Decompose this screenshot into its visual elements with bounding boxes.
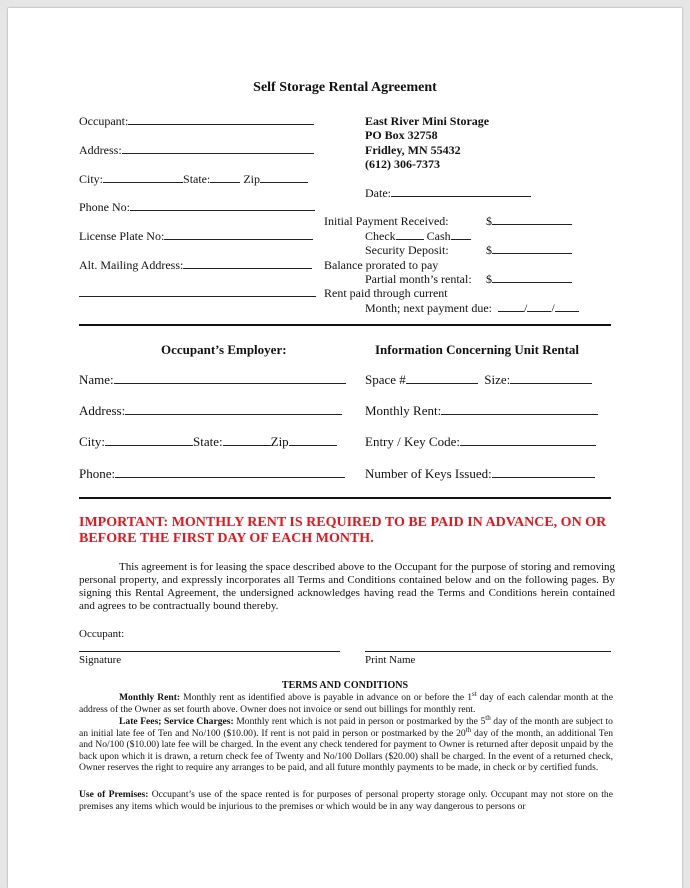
initial-payment-label: Initial Payment Received: [324, 214, 449, 228]
ordinal-suffix: th [465, 725, 472, 734]
employer-name-field[interactable] [79, 372, 346, 388]
date-slash: / [551, 301, 555, 315]
security-deposit-field[interactable] [486, 243, 572, 258]
date-field[interactable] [365, 186, 531, 201]
entry-code-label: Entry / Key Code: [365, 434, 460, 449]
balance-prorated-label: Balance prorated to pay [324, 258, 439, 272]
phone-no-field[interactable] [79, 200, 315, 215]
phone-no-label: Phone No: [79, 200, 130, 214]
company-name: East River Mini Storage [365, 114, 490, 128]
size-label: Size: [484, 372, 511, 387]
date-slash: / [523, 301, 528, 315]
important-notice: IMPORTANT: MONTHLY RENT IS REQUIRED TO BE PAID IN ADVANCE, ON OR BEFORE THE FIRST DAY OF EACH MONTH. [79, 515, 607, 546]
space-label: Space # [365, 372, 406, 387]
occupant-label: Occupant: [79, 114, 129, 128]
employer-address-label: Address: [79, 403, 126, 418]
dollar-sign: $ [486, 272, 492, 286]
date-label: Date: [365, 186, 391, 200]
license-plate-label: License Plate No: [79, 229, 165, 243]
use-of-premises-text: Occupant’s use of the space rented is for purposes of personal property storage only. Occupant may not store on the premises any items which would be injurious to the premises or which would be in any way dangerous to persons or [79, 789, 613, 812]
employer-phone-field[interactable] [79, 466, 345, 482]
section-divider [79, 497, 611, 499]
partial-month-label: Partial month’s rental: [365, 272, 472, 286]
monthly-rent-text: day of each calendar month at the address of the Owner as set fourth above. Owner does not invoice or send out billings for monthly rent. [79, 692, 613, 715]
license-plate-field[interactable] [79, 229, 313, 244]
print-name-line[interactable] [365, 651, 611, 652]
company-po-box: PO Box 32758 [365, 128, 438, 142]
agreement-paragraph: This agreement is for leasing the space described above to the Occupant for the purpose of storing and removing personal property, and expressly incorporates all Terms and Conditions contained below and on the following pages. By signing this Rental Agreement, the undersigned acknowledges having read the Terms and Conditions herein contained and agrees to be contractually bound thereby. [79, 561, 615, 612]
monthly-rent-text: Monthly rent as identified above is payable in advance on or before the 1 [180, 692, 472, 703]
company-city: Fridley, MN 55432 [365, 143, 461, 157]
cash-label: Cash [426, 229, 451, 243]
city-label: City: [79, 172, 104, 186]
terms-use-of-premises [79, 789, 613, 812]
terms-late-fees [79, 713, 614, 774]
rent-paid-through-label: Rent paid through current [324, 286, 448, 300]
address-label: Address: [79, 143, 122, 157]
zip-label: Zip [243, 172, 261, 186]
employer-zip-label: Zip [270, 434, 289, 449]
unit-heading: Information Concerning Unit Rental [375, 342, 580, 357]
state-label: State: [183, 172, 211, 186]
ordinal-suffix: th [485, 713, 491, 722]
employer-name-label: Name: [79, 372, 114, 387]
late-fees-text: day of the month are subject to an initial late fee of Ten and No/100 ($10.00). If rent is not paid in person or postmarked by the 20 [79, 716, 613, 739]
late-fees-text: Monthly rent which is not paid in person or postmarked by the 5 [233, 716, 486, 727]
occupant-field[interactable] [79, 114, 314, 129]
employer-state-label: State: [193, 434, 223, 449]
company-phone: (612) 306-7373 [365, 157, 440, 171]
employer-city-state-zip-field[interactable] [79, 434, 337, 450]
employer-city-label: City: [79, 434, 106, 449]
keys-issued-field[interactable] [365, 466, 595, 482]
next-payment-due-field[interactable] [365, 301, 579, 316]
late-fees-text: day of the month, an additional Ten and No/100 ($10.00) late fee will be charged. In the event any check tendered for payment to Owner is returned after deposit unpaid by the back upon which it is drawn, a return check fee of Twenty and No/100 Dollars ($20.00) shall be charged. In the event of a returned check, Owner reserves the right to require any arranges to be paid, and all future monthly payments to be made, in check or by certified funds. [79, 727, 614, 774]
keys-issued-label: Number of Keys Issued: [365, 466, 492, 481]
employer-address-field[interactable] [79, 403, 342, 419]
monthly-rent-field[interactable] [365, 403, 598, 419]
alt-mailing-line-2[interactable] [79, 286, 316, 301]
space-size-field[interactable] [365, 372, 592, 388]
ordinal-suffix: st [472, 689, 477, 698]
print-name-label: Print Name [365, 654, 416, 666]
next-payment-label: Month; next payment due: [365, 301, 492, 315]
employer-heading: Occupant’s Employer: [161, 342, 287, 357]
dollar-sign: $ [486, 243, 492, 257]
check-label: Check [365, 229, 396, 243]
signature-occupant-label: Occupant: [79, 628, 125, 640]
entry-code-field[interactable] [365, 434, 596, 450]
alt-mailing-label: Alt. Mailing Address: [79, 258, 184, 272]
initial-payment-field[interactable] [486, 214, 572, 229]
terms-title: TERMS AND CONDITIONS [281, 680, 409, 691]
document-title: Self Storage Rental Agreement [253, 80, 437, 95]
signature-label: Signature [79, 654, 122, 666]
late-fees-heading: Late Fees; Service Charges: [119, 716, 234, 727]
dollar-sign: $ [486, 214, 492, 228]
use-of-premises-heading: Use of Premises: [79, 789, 149, 800]
monthly-rent-label: Monthly Rent: [365, 403, 442, 418]
employer-phone-label: Phone: [79, 466, 116, 481]
monthly-rent-heading: Monthly Rent: [119, 692, 181, 703]
signature-line[interactable] [79, 651, 340, 652]
alt-mailing-field[interactable] [79, 258, 312, 273]
city-state-zip-field[interactable] [79, 172, 308, 187]
address-field[interactable] [79, 143, 314, 158]
security-deposit-label: Security Deposit: [365, 243, 449, 257]
section-divider [79, 324, 611, 326]
document-page [8, 8, 682, 888]
check-cash-field[interactable] [365, 229, 471, 244]
terms-monthly-rent [79, 689, 613, 715]
partial-month-field[interactable] [486, 272, 572, 287]
